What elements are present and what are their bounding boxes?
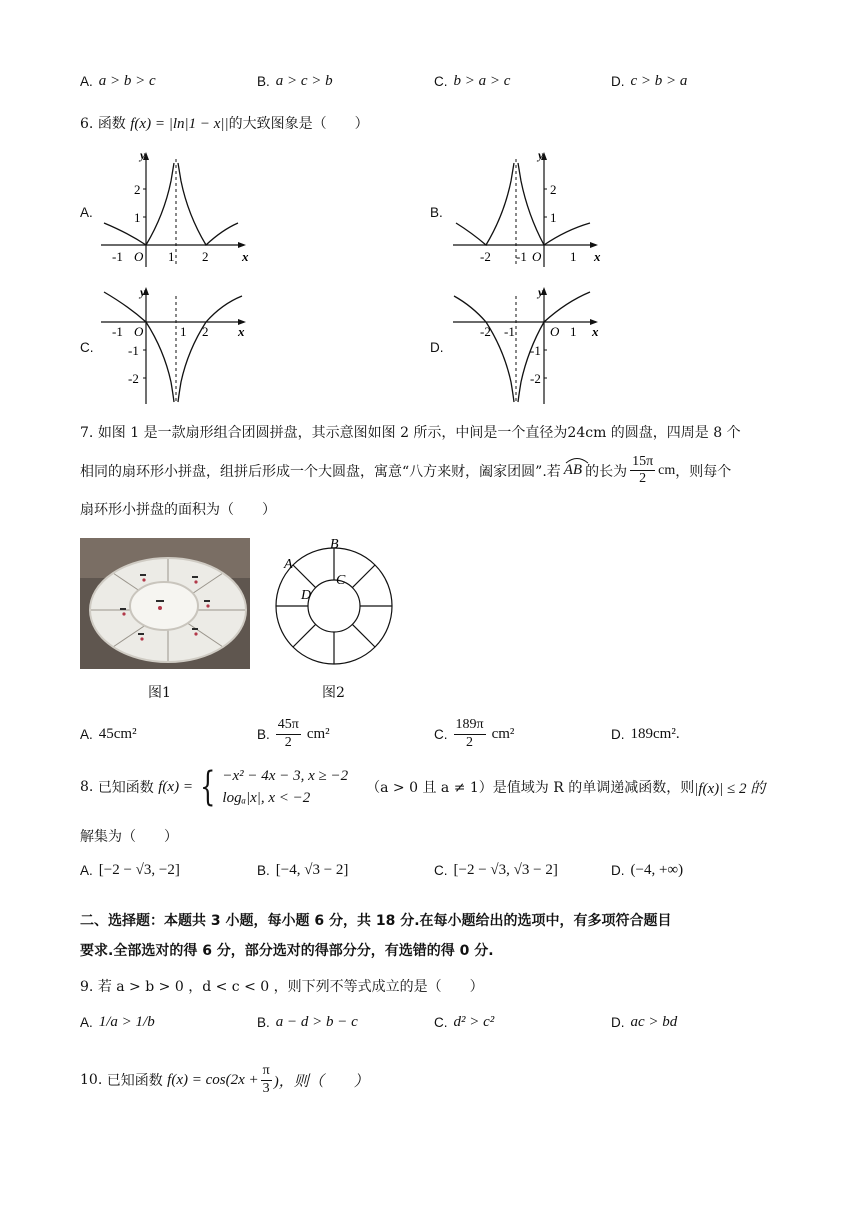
q5-options	[80, 73, 800, 90]
q6-graph-b-label[interactable]: B.	[430, 205, 443, 220]
q9-option-a[interactable]: A. 1/a > 1/b	[80, 1014, 155, 1030]
origin-label: O	[134, 249, 144, 264]
x-axis-label: x	[592, 324, 599, 339]
tick-x: 1	[180, 324, 187, 339]
q5-option-d[interactable]: D. c > b > a	[611, 73, 688, 89]
q5-option-a[interactable]: A. a > b > c	[80, 73, 156, 89]
sector-diagram	[272, 536, 398, 668]
q6-graph-b	[448, 145, 608, 270]
section-heading: 二、选择题：本题共 3 小题，每小题 6 分，共 18 分.在每小题给出的选项中，有多项符合题目	[80, 913, 672, 929]
q7-options	[80, 713, 800, 755]
x-axis-label: x	[242, 249, 249, 264]
piecewise-cases: −x² − 4x − 3, x ≥ −2 logₐ|x|, x < −2	[222, 767, 349, 806]
q6-graph-d-label[interactable]: D.	[430, 340, 444, 355]
q8-option-d[interactable]: D. (−4, +∞)	[611, 862, 684, 878]
q8-option-b[interactable]: B. [−4, √3 − 2]	[257, 862, 349, 878]
tick-y: -1	[530, 343, 541, 358]
tick-x: -1	[504, 324, 515, 339]
arc-ab: AB	[564, 462, 582, 479]
q7-option-c[interactable]: C. $\frac{189\pi}{2}$ cm²	[434, 717, 515, 750]
tick-x: 1	[570, 249, 577, 264]
point-label: C	[336, 573, 346, 588]
origin-label: O	[550, 324, 560, 339]
tick-y: 1	[134, 210, 141, 225]
x-axis-label: x	[238, 324, 245, 339]
point-label: B	[330, 537, 339, 552]
q8-line1: 8. 已知函数 f(x) = { −x² − 4x − 3, x ≥ −2 logₐ|x|, x < −2 （a > 0 且 a ≠ 1）是值域为 R 的单调递减函数，则 |f(x)| ≤ 2 的	[80, 764, 766, 810]
origin-label: O	[532, 249, 542, 264]
tick-x: 1	[168, 249, 175, 264]
x-axis-label: x	[594, 249, 601, 264]
tick-y: -2	[530, 371, 541, 386]
q7-option-b[interactable]: B. $\frac{45\pi}{2}$ cm²	[257, 717, 330, 750]
tick-x: -2	[480, 249, 491, 264]
q9-stem: 9. 若 a > b > 0 ，d < c < 0 ，则下列不等式成立的是（ ）	[80, 979, 484, 995]
arc-length-fraction: $\frac{15\pi}{2}$	[632, 454, 654, 487]
y-axis-label: y	[538, 285, 544, 299]
q9-option-c[interactable]: C. d² > c²	[434, 1014, 495, 1030]
q7-option-d[interactable]: D. 189cm².	[611, 725, 680, 742]
q7-line1: 7. 如图 1 是一款扇形组合团圆拼盘，其示意图如图 2 所示，中间是一个直径为24cm 的圆盘，四周是 8 个	[80, 425, 741, 441]
section-heading-line2: 要求.全部选对的得 6 分，部分选对的得部分分，有选错的得 0 分.	[80, 943, 494, 959]
q6-stem: 6. 函数 f(x) = |ln|1 − x||的大致图象是（ ）	[80, 116, 369, 132]
tick-x: -1	[112, 324, 123, 339]
tick-x: -1	[112, 249, 123, 264]
q6-graph-d	[448, 282, 608, 407]
q5-option-b[interactable]: B. a > c > b	[257, 73, 333, 89]
q9-option-d[interactable]: D. ac > bd	[611, 1014, 678, 1030]
q6-graph-c	[96, 282, 256, 407]
brace-icon: {	[200, 764, 216, 810]
platter-photo	[80, 538, 250, 669]
tick-y: 1	[550, 210, 557, 225]
q7-option-a[interactable]: A. 45cm²	[80, 725, 137, 742]
point-label: A	[284, 557, 293, 572]
q8-option-a[interactable]: A. [−2 − √3, −2]	[80, 862, 180, 878]
tick-x: -2	[480, 324, 491, 339]
q10-stem: 10. 已知函数 f(x) = cos(2x + $\frac{\pi}{3}$ )，则（ ）	[80, 1063, 369, 1096]
q8-options	[80, 862, 800, 879]
q6-graph-c-label[interactable]: C.	[80, 340, 94, 355]
q7-line3: 扇环形小拼盘的面积为（ ）	[80, 502, 276, 518]
y-axis-label: y	[140, 148, 146, 162]
q6-graph-a	[96, 145, 256, 270]
tick-y: 2	[134, 182, 141, 197]
pi-over-3: $\frac{\pi}{3}$	[262, 1063, 270, 1096]
q5-option-c[interactable]: C. b > a > c	[434, 73, 511, 89]
y-axis-label: y	[140, 285, 146, 299]
q9-options	[80, 1014, 800, 1031]
y-axis-label: y	[538, 148, 544, 162]
tick-x: 2	[202, 324, 209, 339]
tick-y: 2	[550, 182, 557, 197]
arc-symbol-icon	[564, 456, 590, 464]
q8-line2: 解集为（ ）	[80, 829, 178, 845]
point-label: D	[301, 588, 312, 603]
tick-y: -2	[128, 371, 139, 386]
q6-graph-a-label[interactable]: A.	[80, 205, 93, 220]
tick-x: 2	[202, 249, 209, 264]
q7-line2: 相同的扇环形小拼盘，组拼后形成一个大圆盘，寓意“八方来财，阖家团圆”.若 AB 的长为 $\frac{15\pi}{2}$ cm ，则每个	[80, 454, 732, 487]
tick-x: 1	[570, 324, 577, 339]
tick-y: -1	[128, 343, 139, 358]
origin-label: O	[134, 324, 144, 339]
fig1-caption: 图1	[148, 685, 171, 701]
q8-option-c[interactable]: C. [−2 − √3, √3 − 2]	[434, 862, 558, 878]
tick-x: -1	[516, 249, 527, 264]
q9-option-b[interactable]: B. a − d > b − c	[257, 1014, 358, 1030]
fig2-caption: 图2	[322, 685, 345, 701]
